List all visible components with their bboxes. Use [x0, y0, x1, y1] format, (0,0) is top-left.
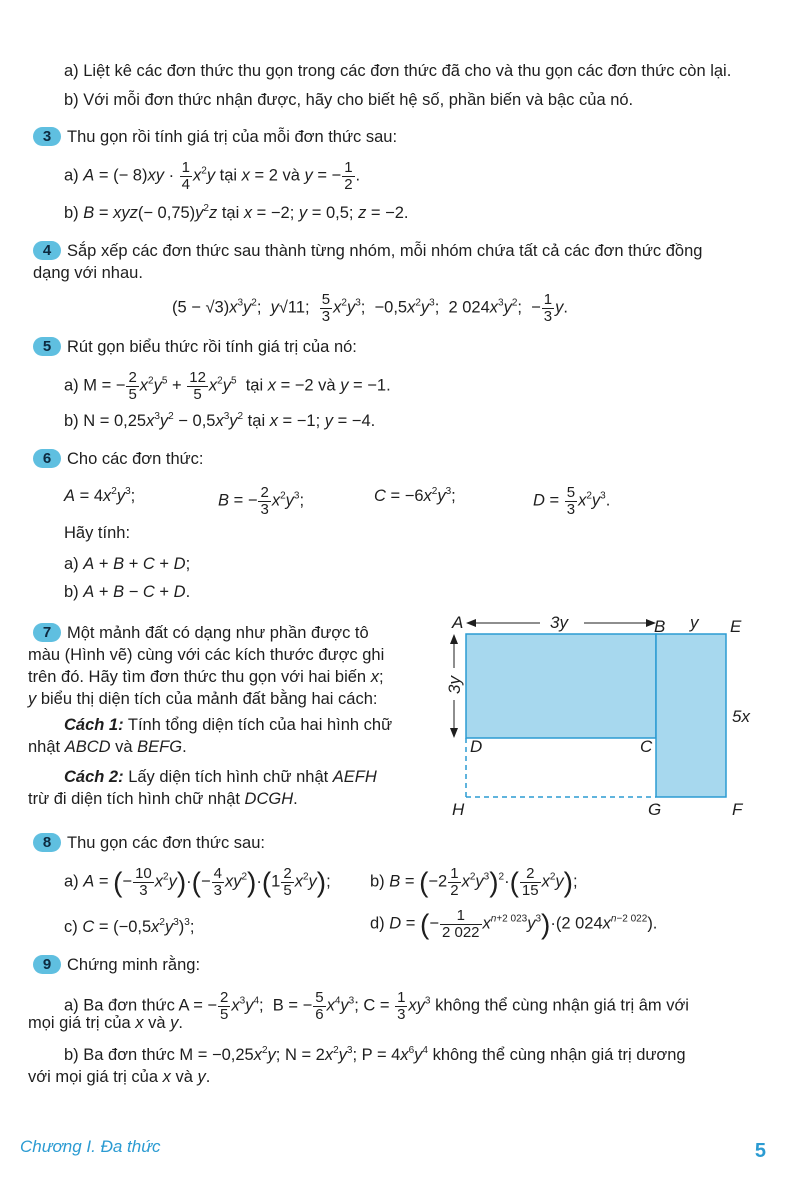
exercise-9a-line2: mọi giá trị của x và y. [28, 1014, 183, 1032]
exercise-6-monomial-c: $C = -6x^2y^3$; [374, 486, 456, 505]
dim-left: 3y [445, 676, 464, 694]
exercise-7-line1: 7 Một mảnh đất có dạng như phần được tô [33, 622, 369, 644]
exercise-5-badge: 5 [33, 337, 61, 356]
label-c: C [640, 737, 653, 756]
label-h: H [452, 800, 465, 819]
exercise-8a: a) A = (− $\frac{10}{3}$ $x^2y)\cdot(-$ $\frac{4}{3}$ $xy^2)\cdot(1$ $\frac{2}{5}$ $x^2y$); [64, 865, 331, 899]
exercise-6-heading [33, 448, 204, 470]
exercise-9-prompt: Chứng minh rằng: [67, 956, 201, 974]
footer-page-number: 5 [754, 1140, 766, 1162]
arrow-down-head [450, 728, 458, 738]
exercise-7-badge: 7 [33, 623, 61, 642]
dim-right: 5x [732, 707, 750, 726]
exercise-3b: b) $B = xyz(- 0,75)y^2z$ tại x = −2; y = 0,5; z = −2. [64, 203, 409, 222]
intro-b: b) Với mỗi đơn thức nhận được, hãy cho biết hệ số, phần biến và bậc của nó. [64, 91, 634, 109]
exercise-5-prompt: Rút gọn biểu thức rồi tính giá trị của nó: [67, 338, 357, 356]
exercise-8d: d) D = (− $\frac{1}{2 022}$ $x^{n+2 023}y^3)\cdot(2$ $024x^{n-2 022}$). [370, 907, 658, 941]
exercise-6-prompt: Cho các đơn thức: [67, 450, 204, 468]
label-b: B [654, 617, 666, 636]
exercise-9b: b) Ba đơn thức $M = -0,25x^2y$; $N = 2x^2y^3$; $P = 4x^6y^4$ không thể cùng nhận giá trị dương [64, 1045, 686, 1064]
exercise-7-line2: màu (Hình vẽ) cùng với các kích thước được ghi [28, 646, 385, 664]
exercise-5-heading [33, 336, 357, 358]
exercise-8-heading [33, 832, 265, 854]
exercise-3-heading [33, 126, 397, 148]
exercise-4-monomials: $(5 - √3)x^3y^2$; y√11; $\frac{5}{3}$ $x^2y^3$; $-0,5x^2y^3$; 2 $024x^3y^2$; − $\frac{1}{3}$ y. [172, 291, 568, 325]
exercise-6a: a) A + B + C + D; [64, 555, 191, 573]
exercise-5a: a) M = − $\frac{2}{5}$ $x^2y^5$ + $\frac{12}{5}$ $x^2y^5$ tại x = −2 và y = −1. [64, 369, 391, 403]
dim-top-right: y [690, 613, 699, 632]
exercise-9a: a) Ba đơn thức A = − $\frac{2}{5}$ $x^3y^4$; B = − $\frac{5}{6}$ $x^4y^3$; C = $\frac{1}{3}$ $xy^3$ không thể cùng nhận giá trị âm với [64, 989, 689, 1023]
label-f: F [732, 800, 743, 819]
exercise-7-cach2: Cách 2: Lấy diện tích hình chữ nhật AEFH [64, 768, 377, 786]
exercise-4-badge: 4 [33, 241, 61, 260]
exercise-8-badge: 8 [33, 833, 61, 852]
exercise-5b: b) $N = 0,25x^3y^2 - 0,5x^3y^2$ tại x = −1; y = −4. [64, 411, 376, 430]
exercise-4-line2: dạng với nhau. [33, 264, 143, 282]
exercise-6-monomial-a: $A = 4x^2y^3$; [64, 486, 136, 505]
intro-a: a) Liệt kê các đơn thức thu gọn trong các đơn thức đã cho và thu gọn các đơn thức còn lại. [64, 62, 732, 80]
label-d: D [470, 737, 483, 756]
exercise-3-prompt: Thu gọn rồi tính giá trị của mỗi đơn thức sau: [67, 128, 398, 146]
exercise-6-ask: Hãy tính: [64, 524, 131, 542]
exercise-6-monomial-d: D = $\frac{5}{3}$ $x^2y^3$. [533, 484, 611, 518]
label-a: A [452, 613, 464, 632]
exercise-9-badge: 9 [33, 955, 61, 974]
exercise-7-cach1: Cách 1: Tính tổng diện tích của hai hình chữ [64, 716, 393, 734]
exercise-7-line4: y biểu thị diện tích của mảnh đất bằng hai cách: [28, 690, 378, 708]
arrow-up-head [450, 634, 458, 644]
exercise-4-line1: Sắp xếp các đơn thức sau thành từng nhóm, mỗi nhóm chứa tất cả các đơn thức đồng [67, 242, 703, 260]
rect-abcd [466, 634, 656, 738]
exercise-4-heading [33, 240, 702, 262]
exercise-9b-line2: với mọi giá trị của x và y. [28, 1068, 211, 1086]
exercise-8b: b) B = (−2 $\frac{1}{2}$ $x^2y^3)^2\cdot$( $\frac{2}{15}$ $x^2y$); [370, 865, 578, 899]
exercise-7-cach1-line2: nhật ABCD và BEFG. [28, 738, 187, 756]
exercise-8-prompt: Thu gọn các đơn thức sau: [67, 834, 265, 852]
footer-chapter: Chương I. Đa thức [20, 1137, 161, 1156]
dim-top: 3y [550, 613, 568, 632]
exercise-6-badge: 6 [33, 449, 61, 468]
exercise-9-heading [33, 954, 200, 976]
label-e: E [730, 617, 742, 636]
exercise-6b: b) A + B − C + D. [64, 583, 191, 601]
exercise-6-monomial-b: B = − $\frac{2}{3}$ $x^2y^3$; [218, 484, 305, 518]
exercise-7-figure [440, 610, 780, 830]
exercise-3-badge: 3 [33, 127, 61, 146]
exercise-3a: a) A = (− 8)xy · $\frac{1}{4}$ $x^2y$ tại x = 2 và y = − $\frac{1}{2}$ . [64, 159, 361, 193]
rect-befg [656, 634, 726, 797]
exercise-7-cach2-line2: trừ đi diện tích hình chữ nhật DCGH. [28, 790, 298, 808]
label-g: G [648, 800, 662, 819]
exercise-7-line3: trên đó. Hãy tìm đơn thức thu gọn với hai biến x; [28, 668, 384, 686]
arrow-left-head [466, 619, 476, 627]
exercise-8c: c) $C = (-0,5x^2y^3)^3$; [64, 917, 195, 936]
